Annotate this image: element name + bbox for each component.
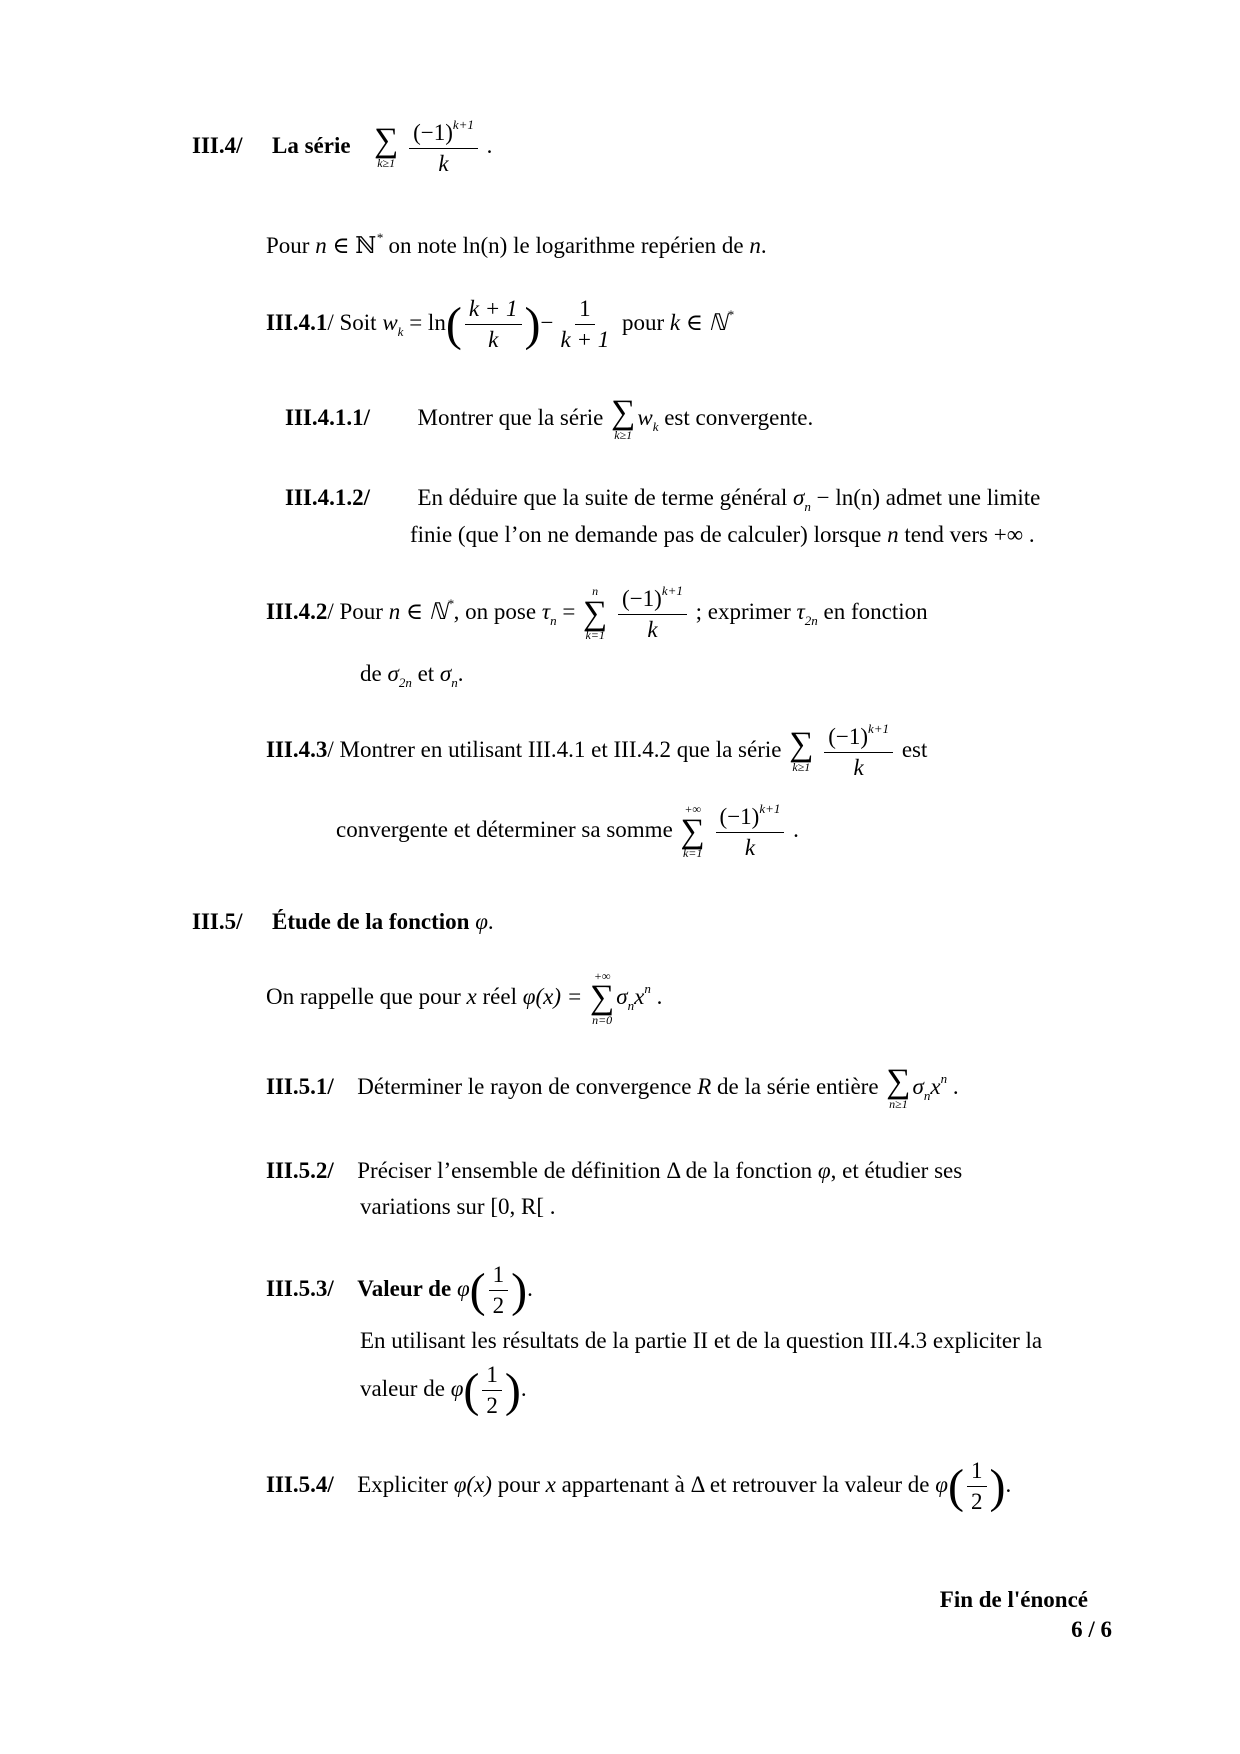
q353-line2: En utilisant les résultats de la partie II et de la question III.4.3 expliciter la (360, 1328, 1043, 1353)
q3411-sum: ∑ k≥1 (611, 394, 636, 442)
q35-title: Étude de la fonction (272, 909, 470, 934)
q342-fraction: $\frac{(-1)^{k+1}}{k}$ (618, 584, 687, 644)
q35-sum: +∞ ∑ n=0 (590, 969, 615, 1027)
q3411-label: III.4.1.1/ (285, 405, 370, 431)
q352-line2: variations sur [0, R[ . (360, 1194, 556, 1219)
q342-label: III.4.2 (266, 599, 328, 625)
q351-sum: ∑ n≥1 (886, 1063, 911, 1111)
q341-fraction1: $\frac{k + 1}{k}$ (465, 296, 522, 354)
q341-line: III.4.1/ Soit $w_k = \ln$( $\frac{k + 1}{k}$ )− $\frac{1}{k + 1}$ pour k ∈ ℕ* (266, 296, 734, 353)
q343-label: III.4.3 (266, 737, 328, 763)
q34-label: III.4/ (192, 133, 243, 159)
q34-title: La série (272, 133, 351, 159)
q354-line: III.5.4/ Expliciter φ(x) pour x appartenant à Δ et retrouver la valeur de φ( $\frac{1}{2}$ ). (266, 1458, 1012, 1515)
q354-label: III.5.4/ (266, 1472, 334, 1498)
intro-line: Pour n ∈ ℕ* on note ln(n) le logarithme repérien de n. (266, 230, 767, 258)
q342-sum: n ∑ k=1 (583, 584, 608, 643)
q352-label: III.5.2/ (266, 1158, 334, 1183)
q3411-line: III.4.1.1/ Montrer que la série ∑ k≥1 $w_k$ est convergente. (285, 394, 814, 442)
q343-sum2: +∞ ∑ k=1 (680, 802, 705, 861)
q341-fraction2: $\frac{1}{k + 1}$ (560, 296, 610, 353)
q35-line: III.5/ Étude de la fonction φ. (192, 909, 494, 934)
q354-fraction: $\frac{1}{2}$ (967, 1458, 987, 1516)
q353-label: III.5.3/ (266, 1276, 334, 1302)
q353-line3: valeur de φ( $\frac{1}{2}$ ). (360, 1362, 527, 1419)
q353-line1: III.5.3/ Valeur de φ( $\frac{1}{2}$ ). (266, 1262, 533, 1319)
q3412-line2: finie (que l’on ne demande pas de calculer) lorsque n tend vers +∞ . (410, 522, 1035, 547)
q35-label: III.5/ (192, 909, 243, 934)
q353-fraction2: $\frac{1}{2}$ (482, 1362, 502, 1420)
q341-label: III.4.1 (266, 310, 328, 336)
q34-sum: ∑ k≥1 (374, 122, 399, 170)
q343-line2: convergente et déterminer sa somme +∞ ∑ k=1 $\frac{(-1)^{k+1}}{k}$ . (336, 801, 799, 861)
q343-line1: III.4.3/ Montrer en utilisant III.4.1 et III.4.2 que la série ∑ k≥1 $\frac{(-1)^{k+1}}{k}$ est (266, 721, 928, 781)
q343-fraction2: $\frac{(-1)^{k+1}}{k}$ (716, 802, 785, 862)
q342-line2: de $\sigma_{2n}$ et $\sigma_n$. (360, 661, 464, 690)
q34-fraction: $\frac{(-1)^{k+1}}{k}$ (409, 118, 478, 178)
q3412-label: III.4.1.2/ (285, 485, 370, 510)
q352-line1: III.5.2/ Préciser l’ensemble de définition Δ de la fonction φ, et étudier ses (266, 1158, 963, 1183)
q343-fraction1: $\frac{(-1)^{k+1}}{k}$ (824, 722, 893, 782)
q34-line: III.4/ La série ∑ k≥1 $\frac{(-1)^{k+1}}{k}$ . (192, 117, 493, 177)
q342-line1: III.4.2/ Pour n ∈ ℕ*, on pose $\tau_n$ = n ∑ k=1 $\frac{(-1)^{k+1}}{k}$ ; exprimer $\tau_{2n}$ en fonction (266, 583, 928, 643)
q343-sum1: ∑ k≥1 (789, 726, 814, 774)
footer-page-number: 6 / 6 (1071, 1617, 1112, 1642)
q351-label: III.5.1/ (266, 1074, 334, 1100)
q3412-line1: III.4.1.2/ En déduire que la suite de terme général $\sigma_n - \ln(n)$ admet une limite (285, 485, 1041, 514)
footer-fin: Fin de l'énoncé (939, 1587, 1088, 1612)
q353-fraction1: $\frac{1}{2}$ (489, 1262, 509, 1320)
q35-recall-line: On rappelle que pour x réel φ(x) = +∞ ∑ n=0 $\sigma_nx^n$ . (266, 969, 663, 1027)
q351-line: III.5.1/ Déterminer le rayon de convergence R de la série entière ∑ n≥1 $\sigma_nx^n$ . (266, 1063, 959, 1111)
